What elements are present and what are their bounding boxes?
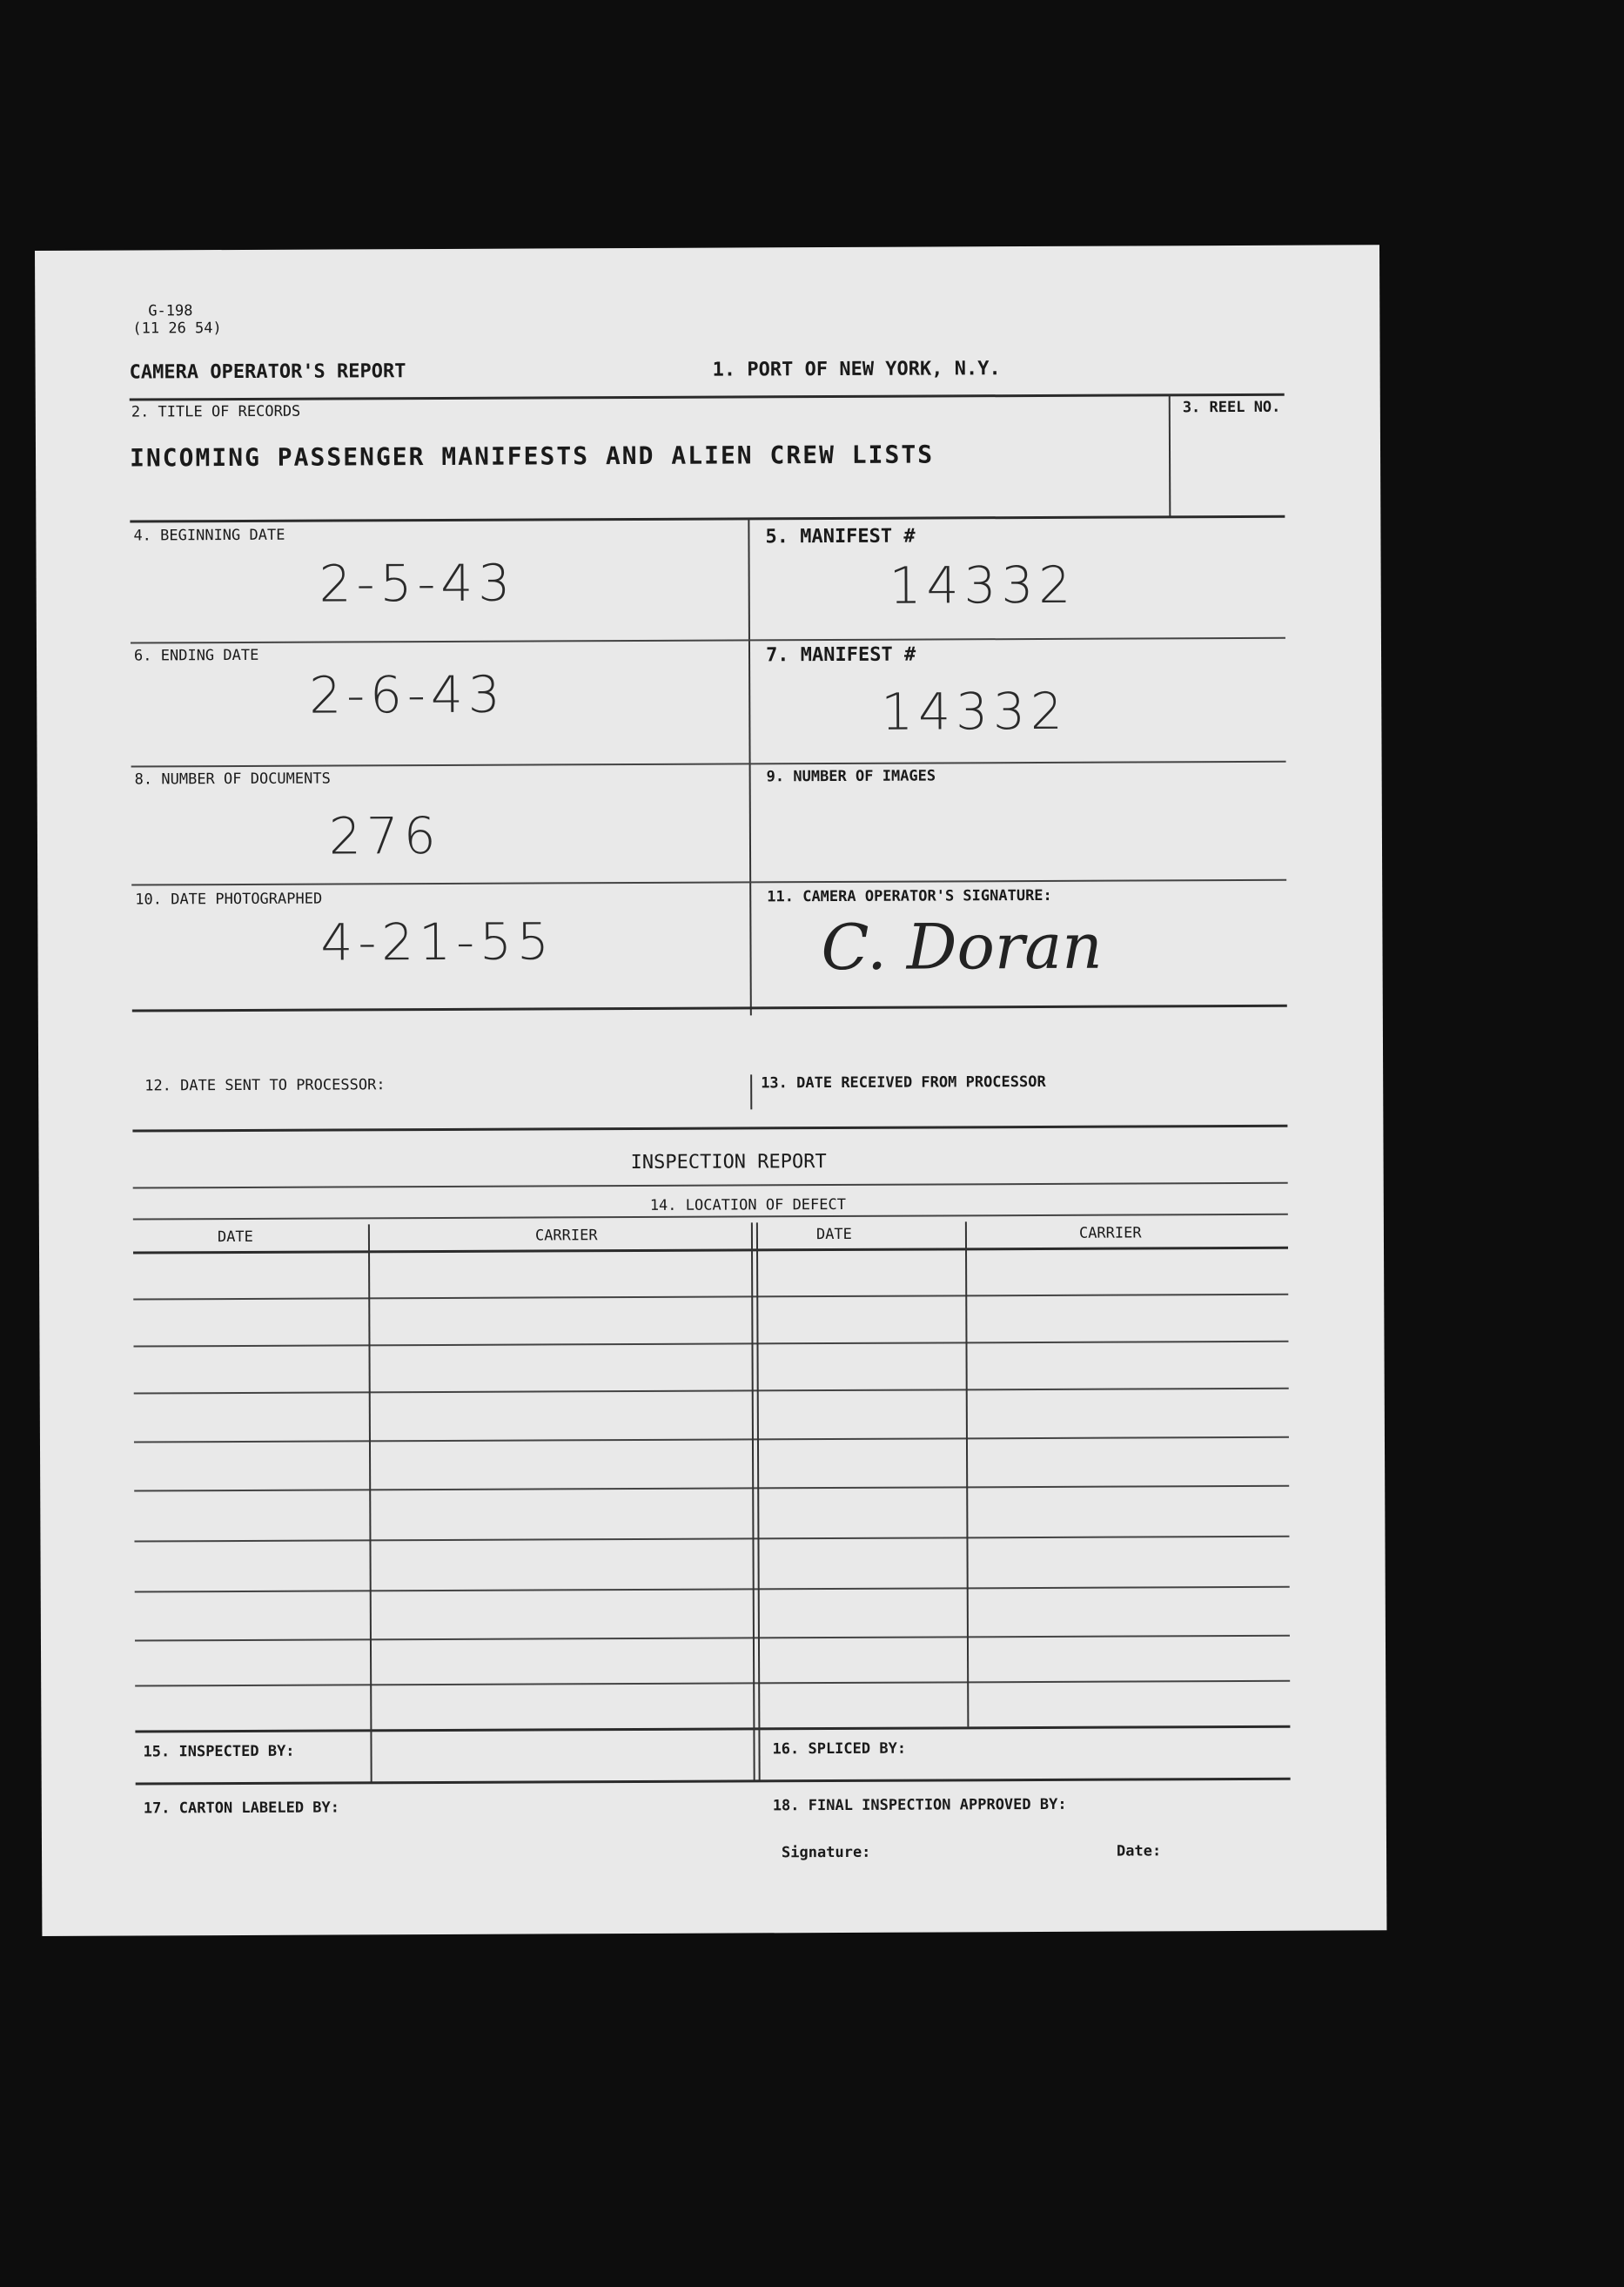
rule — [131, 637, 1285, 644]
divider — [1169, 395, 1171, 517]
last-manifest-value: 14332 — [881, 681, 1068, 742]
rule — [133, 1247, 1288, 1254]
rule — [130, 393, 1285, 401]
row-rule — [133, 1294, 1288, 1301]
row-rule — [134, 1485, 1289, 1492]
first-manifest-label: 5. MANIFEST # — [765, 525, 916, 548]
col-carrier-2: CARRIER — [1078, 1224, 1142, 1242]
form-sheet — [35, 245, 1386, 1936]
carton-labeled-label: 17. CARTON LABELED BY: — [143, 1799, 340, 1818]
row-rule — [135, 1635, 1290, 1642]
row-rule — [134, 1536, 1289, 1543]
beginning-date-label: 4. BEGINNING DATE — [133, 526, 285, 545]
ending-date-label: 6. ENDING DATE — [133, 646, 259, 665]
column-divider — [965, 1221, 970, 1726]
title-of-records-label: 2. TITLE OF RECORDS — [131, 402, 301, 421]
rule — [133, 1214, 1288, 1221]
inspection-title: INSPECTION REPORT — [630, 1151, 827, 1174]
date-photographed-label: 10. DATE PHOTOGRAPHED — [135, 890, 323, 909]
number-documents-value: 276 — [328, 805, 441, 866]
signature-label: Signature: — [781, 1843, 871, 1862]
inspected-by-label: 15. INSPECTED BY: — [143, 1742, 295, 1761]
date-label: Date: — [1116, 1842, 1162, 1860]
rule — [132, 1005, 1287, 1012]
rule — [135, 1725, 1290, 1733]
rule — [136, 1778, 1291, 1786]
operator-signature-label: 11. CAMERA OPERATOR'S SIGNATURE: — [767, 886, 1052, 906]
rule — [132, 1125, 1287, 1133]
spliced-by-label: 16. SPLICED BY: — [772, 1739, 907, 1759]
col-date-2: DATE — [815, 1225, 852, 1244]
first-manifest-value: 14332 — [889, 555, 1077, 615]
rule — [131, 879, 1286, 886]
column-divider — [756, 1222, 761, 1781]
number-images-label: 9. NUMBER OF IMAGES — [766, 767, 936, 786]
number-documents-label: 8. NUMBER OF DOCUMENTS — [134, 770, 331, 789]
rule — [131, 761, 1286, 768]
center-divider — [748, 519, 751, 1015]
column-divider — [751, 1222, 755, 1781]
row-rule — [135, 1680, 1290, 1687]
report-title: CAMERA OPERATOR'S REPORT — [129, 360, 406, 384]
row-rule — [135, 1586, 1290, 1593]
divider — [750, 1074, 752, 1109]
column-divider — [368, 1224, 372, 1783]
final-approved-label: 18. FINAL INSPECTION APPROVED BY: — [772, 1795, 1067, 1815]
port-label: 1. PORT OF NEW YORK, N.Y. — [712, 358, 1001, 381]
date-sent-label: 12. DATE SENT TO PROCESSOR: — [144, 1076, 386, 1095]
reel-no-label: 3. REEL NO. — [1182, 398, 1281, 417]
date-received-label: 13. DATE RECEIVED FROM PROCESSOR — [761, 1073, 1046, 1093]
col-carrier-1: CARRIER — [534, 1227, 598, 1245]
last-manifest-label: 7. MANIFEST # — [765, 643, 916, 667]
row-rule — [134, 1436, 1289, 1443]
defect-label: 14. LOCATION OF DEFECT — [649, 1195, 847, 1214]
form-id: G-198 — [148, 302, 193, 320]
row-rule — [134, 1388, 1289, 1395]
col-date-1: DATE — [217, 1228, 253, 1247]
form-revision: (11 26 54) — [132, 320, 222, 338]
date-photographed-value: 4-21-55 — [320, 911, 554, 972]
beginning-date-value: 2-5-43 — [319, 553, 516, 614]
rule — [133, 1182, 1288, 1189]
rule — [130, 515, 1285, 523]
title-of-records: INCOMING PASSENGER MANIFESTS AND ALIEN CREW LISTS — [129, 440, 935, 473]
operator-signature: C. Doran — [821, 909, 1103, 985]
ending-date-value: 2-6-43 — [309, 664, 506, 725]
row-rule — [133, 1341, 1288, 1348]
